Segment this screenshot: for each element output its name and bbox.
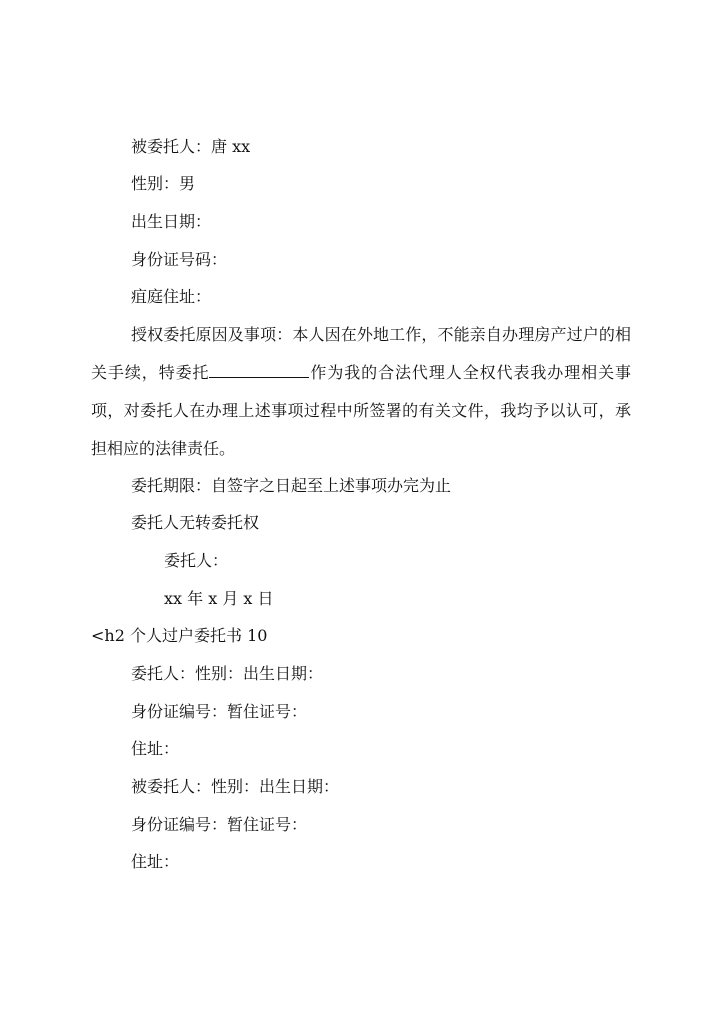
signature-date-line: xx 年 x 月 x 日: [164, 589, 274, 608]
trustee-address-line: 疽庭住址：: [131, 287, 212, 306]
trustee-name-line: 被委托人：唐 xx: [131, 137, 251, 156]
authorization-text-end: 作为我的合法代理人全权代表我办理相关事项，对委托人在办理上述事项过程中所签署的有关文件，我均予以认可，承担相应的法律责任。: [91, 363, 631, 458]
section-heading: <h2 个人过户委托书 10: [91, 626, 268, 645]
period-line: 委托期限：自签字之日起至上述事项办完为止: [131, 476, 452, 495]
principal-signature-line: 委托人：: [164, 551, 229, 570]
trustee-id-line: 身份证号码：: [131, 250, 228, 269]
trustee-ids-line: 身份证编号：暂住证号：: [131, 815, 308, 834]
principal-address-line: 住址：: [131, 739, 180, 758]
agent-blank-line: [209, 363, 309, 378]
trustee-info-line: 被委托人：性别：出生日期：: [131, 777, 340, 796]
principal-ids-line: 身份证编号：暂住证号：: [131, 702, 308, 721]
authorization-paragraph: [91, 316, 631, 468]
trustee-address-form-line: 住址：: [131, 852, 180, 871]
no-transfer-line: 委托人无转委托权: [131, 513, 260, 532]
trustee-birth-line: 出生日期：: [131, 212, 212, 231]
principal-info-line: 委托人：性别：出生日期：: [131, 664, 324, 683]
trustee-gender-line: 性别：男: [131, 174, 196, 193]
authorization-text-start: 授权委托原因及事项：本人因在外地工作，不能亲自办理房产过户的相关手续，特委托: [91, 325, 631, 382]
